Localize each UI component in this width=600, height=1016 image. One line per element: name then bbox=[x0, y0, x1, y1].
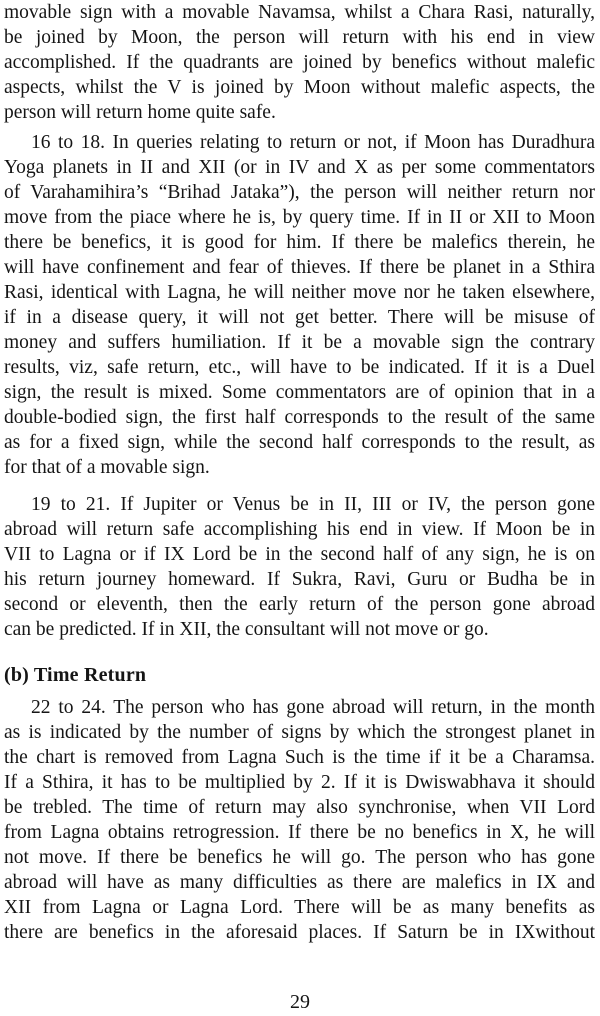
text-line: aspects, whilst the V is joined by Moon without malefic aspects, the bbox=[4, 77, 595, 98]
text-line: If a Sthira, it has to be multiplied by 2. If it is Dwiswabhava it should bbox=[4, 772, 595, 793]
text-line: Rasi, identical with Lagna, he will neither move nor he taken elsewhere, bbox=[4, 282, 595, 303]
text-line: 19 to 21. If Jupiter or Venus be in II, III or IV, the person gone bbox=[31, 494, 595, 515]
text-line: not move. If there be benefics he will go. The person who has gone bbox=[4, 847, 595, 868]
text-line: second or eleventh, then the early return of the person gone abroad bbox=[4, 594, 595, 615]
text-line: movable sign with a movable Navamsa, whilst a Chara Rasi, naturally, bbox=[4, 2, 595, 23]
text-line: from Lagna obtains retrogression. If there be no benefics in X, he will bbox=[4, 822, 595, 843]
section-heading: (b) Time Return bbox=[4, 664, 147, 686]
text-line: double-bodied sign, the first half corresponds to the result of the same bbox=[4, 407, 595, 428]
text-line: money and suffers humiliation. If it be a movable sign the contrary bbox=[4, 332, 595, 353]
text-line: can be predicted. If in XII, the consultant will not move or go. bbox=[4, 619, 489, 640]
text-line: his return journey homeward. If Sukra, Ravi, Guru or Budha be in bbox=[4, 569, 595, 590]
text-line: results, viz, safe return, etc., will have to be indicated. If it is a Duel bbox=[4, 357, 595, 378]
text-line: 22 to 24. The person who has gone abroad will return, in the month bbox=[31, 697, 595, 718]
text-line: will have confinement and fear of thieves. If there be planet in a Sthira bbox=[4, 257, 595, 278]
text-line: person will return home quite safe. bbox=[4, 102, 276, 123]
text-line: as is indicated by the number of signs by which the strongest planet in bbox=[4, 722, 595, 743]
text-line: move from the piace where he is, by query time. If in II or XII to Moon bbox=[4, 207, 595, 228]
text-line: abroad will return safe accomplishing his end in view. If Moon be in bbox=[4, 519, 595, 540]
text-line: be trebled. The time of return may also synchronise, when VII Lord bbox=[4, 797, 595, 818]
text-line: there be benefics, it is good for him. If there be malefics therein, he bbox=[4, 232, 595, 253]
text-line: accomplished. If the quadrants are joined by benefics without malefic bbox=[4, 52, 595, 73]
text-line: Yoga planets in II and XII (or in IV and X as per some commentators bbox=[4, 157, 595, 178]
text-line: for that of a movable sign. bbox=[4, 457, 210, 478]
text-line: as for a fixed sign, while the second half corresponds to the result, as bbox=[4, 432, 595, 453]
text-line: VII to Lagna or if IX Lord be in the second half of any sign, he is on bbox=[4, 544, 595, 565]
text-line: abroad will have as many difficulties as there are malefics in IX and bbox=[4, 872, 595, 893]
page-number: 29 bbox=[290, 991, 310, 1013]
text-line: there are benefics in the aforesaid places. If Saturn be in IXwithout bbox=[4, 922, 595, 943]
text-line: 16 to 18. In queries relating to return or not, if Moon has Duradhura bbox=[31, 132, 595, 153]
text-line: XII from Lagna or Lagna Lord. There will be as many benefits as bbox=[4, 897, 595, 918]
text-line: sign, the result is mixed. Some commentators are of opinion that in a bbox=[4, 382, 595, 403]
text-line: the chart is removed from Lagna Such is the time if it be a Charamsa. bbox=[4, 747, 595, 768]
text-line: be joined by Moon, the person will return with his end in view bbox=[4, 27, 595, 48]
text-line: of Varahamihira’s “Brihad Jataka”), the person will neither return nor bbox=[4, 182, 595, 203]
text-line: if in a disease query, it will not get better. There will be misuse of bbox=[4, 307, 595, 328]
